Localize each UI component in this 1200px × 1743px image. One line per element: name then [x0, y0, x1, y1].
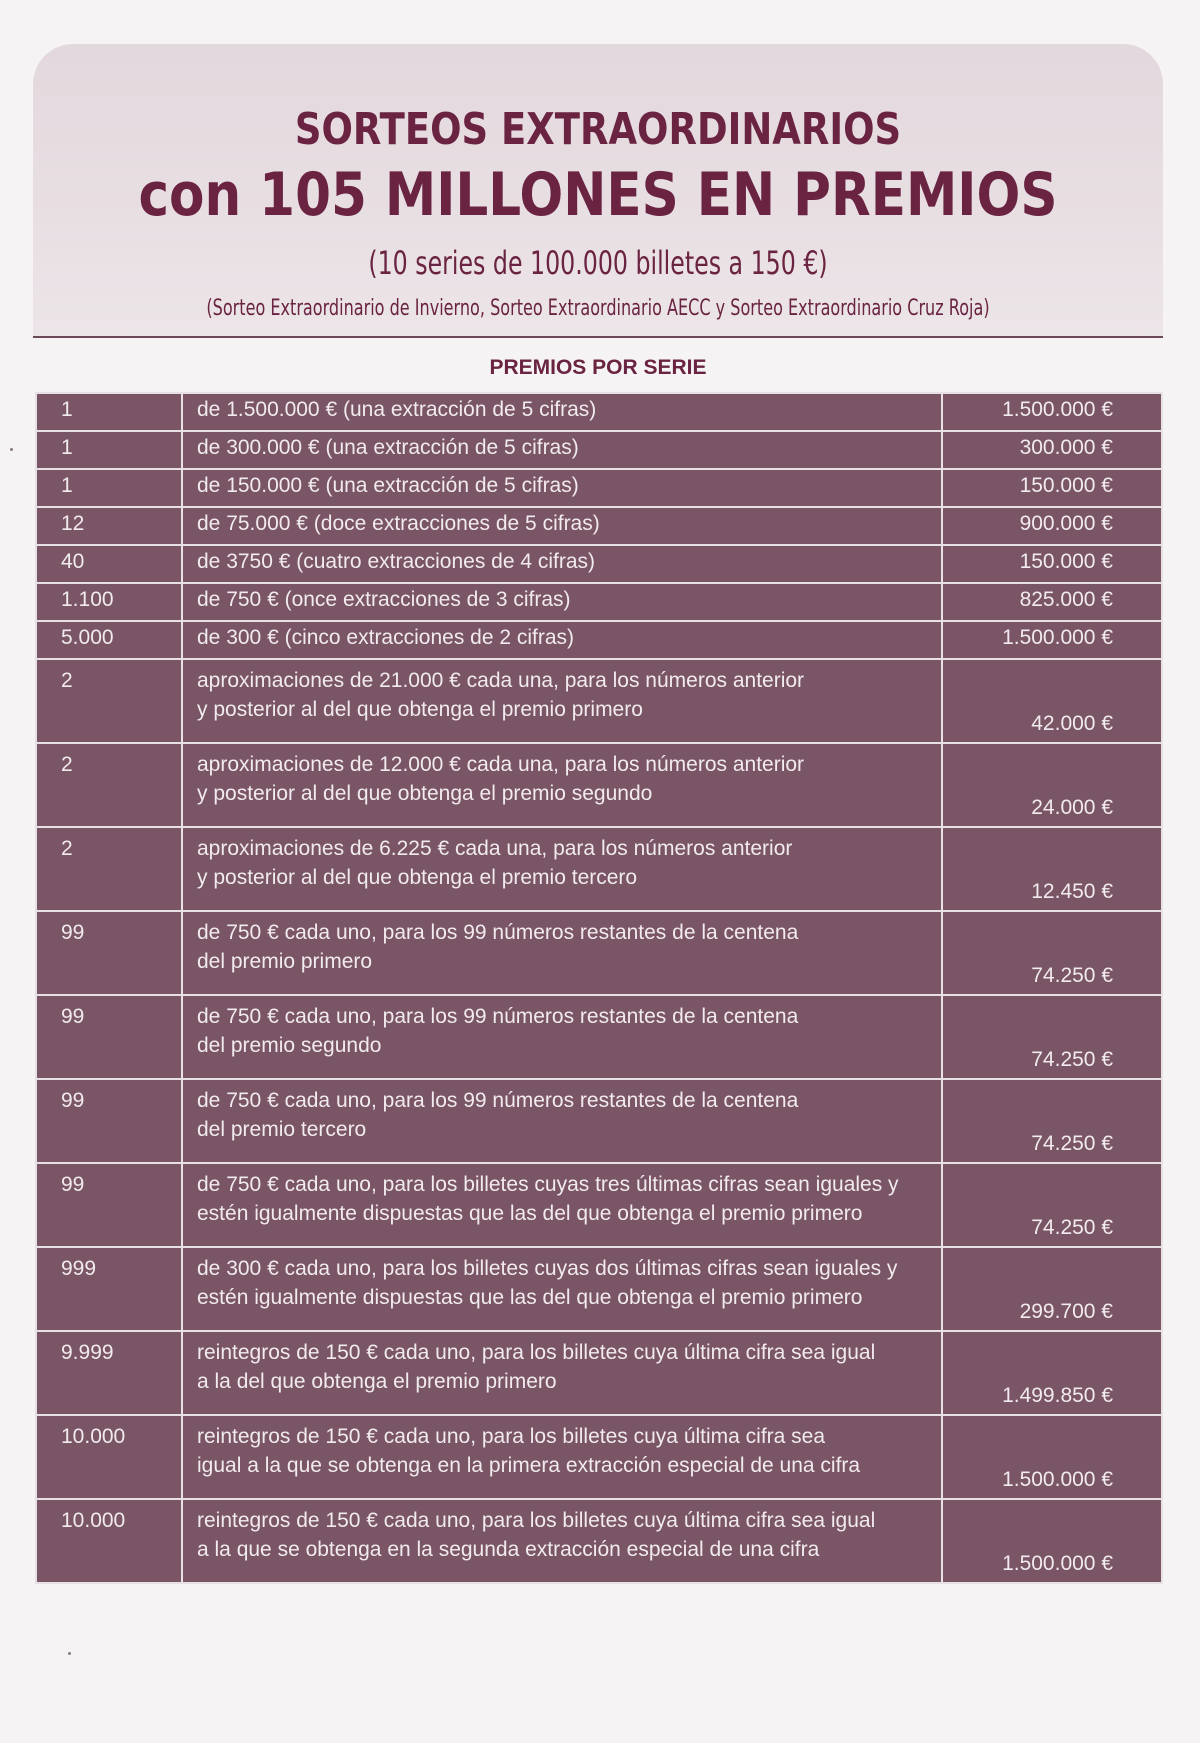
row-qty: 10.000 [36, 1415, 182, 1499]
row-amount: 42.000 € [942, 659, 1162, 743]
prize-table [35, 392, 1163, 1584]
row-desc-line-2: del premio segundo [197, 1034, 382, 1057]
row-desc [182, 1415, 942, 1499]
table-row [36, 1079, 1162, 1163]
row-desc: de 300.000 € (una extracción de 5 cifras) [182, 431, 942, 469]
row-desc-line-1: aproximaciones de 12.000 € cada una, para los números anterior [197, 753, 805, 776]
table-row [36, 1499, 1162, 1583]
table-row [36, 743, 1162, 827]
table-row [36, 621, 1162, 659]
row-qty: 99 [36, 1079, 182, 1163]
table-row [36, 911, 1162, 995]
row-desc [182, 1331, 942, 1415]
row-desc-line-2: igual a la que se obtenga en la primera extracción especial de una cifra [197, 1454, 861, 1477]
row-desc-line-1: aproximaciones de 21.000 € cada una, para los números anterior [197, 669, 805, 692]
scan-speck [68, 1652, 71, 1655]
row-desc-line-2: y posterior al del que obtenga el premio primero [197, 698, 643, 721]
row-amount: 299.700 € [942, 1247, 1162, 1331]
row-desc: de 750 € (once extracciones de 3 cifras) [182, 583, 942, 621]
row-desc-line-2: y posterior al del que obtenga el premio tercero [197, 866, 638, 889]
row-qty: 999 [36, 1247, 182, 1331]
table-row [36, 431, 1162, 469]
scan-speck [10, 448, 13, 451]
table-row [36, 659, 1162, 743]
table-row [36, 393, 1162, 431]
row-qty: 99 [36, 1163, 182, 1247]
row-desc-line-2: estén igualmente dispuestas que las del que obtenga el premio primero [197, 1202, 863, 1225]
row-desc-line-2: del premio primero [197, 950, 373, 973]
row-desc [182, 911, 942, 995]
table-row [36, 1163, 1162, 1247]
row-desc: de 1.500.000 € (una extracción de 5 cifras) [182, 393, 942, 431]
row-qty: 99 [36, 995, 182, 1079]
row-desc [182, 827, 942, 911]
row-desc-line-1: reintegros de 150 € cada uno, para los billetes cuya última cifra sea igual [197, 1341, 876, 1364]
table-row [36, 1415, 1162, 1499]
row-amount: 74.250 € [942, 1163, 1162, 1247]
title-line-2: con 105 MILLONES EN PREMIOS [138, 160, 1058, 230]
row-desc-line-1: de 750 € cada uno, para los 99 números restantes de la centena [197, 921, 799, 944]
row-amount: 12.450 € [942, 827, 1162, 911]
row-amount: 300.000 € [942, 431, 1162, 469]
section-label: PREMIOS POR SERIE [489, 356, 707, 379]
row-qty: 5.000 [36, 621, 182, 659]
row-desc-line-2: a la que se obtenga en la segunda extracción especial de una cifra [197, 1538, 820, 1561]
row-desc-line-1: de 300 € cada uno, para los billetes cuyas dos últimas cifras sean iguales y [197, 1257, 898, 1280]
row-desc-line-1: reintegros de 150 € cada uno, para los billetes cuya última cifra sea [197, 1425, 826, 1448]
row-desc-line-2: del premio tercero [197, 1118, 367, 1141]
row-desc [182, 659, 942, 743]
row-amount: 825.000 € [942, 583, 1162, 621]
table-row [36, 507, 1162, 545]
row-qty: 10.000 [36, 1499, 182, 1583]
row-amount: 150.000 € [942, 545, 1162, 583]
table-row [36, 1247, 1162, 1331]
row-desc [182, 1499, 942, 1583]
row-desc: de 150.000 € (una extracción de 5 cifras) [182, 469, 942, 507]
row-amount: 1.500.000 € [942, 393, 1162, 431]
row-desc: de 300 € (cinco extracciones de 2 cifras) [182, 621, 942, 659]
row-qty: 40 [36, 545, 182, 583]
row-desc-line-1: de 750 € cada uno, para los 99 números restantes de la centena [197, 1089, 799, 1112]
row-amount: 74.250 € [942, 995, 1162, 1079]
row-desc [182, 743, 942, 827]
row-amount: 150.000 € [942, 469, 1162, 507]
row-desc-line-1: aproximaciones de 6.225 € cada una, para los números anterior [197, 837, 793, 860]
row-amount: 1.499.850 € [942, 1331, 1162, 1415]
row-desc: de 75.000 € (doce extracciones de 5 cifras) [182, 507, 942, 545]
row-desc-line-1: de 750 € cada uno, para los billetes cuyas tres últimas cifras sean iguales y [197, 1173, 899, 1196]
row-desc [182, 1247, 942, 1331]
row-qty: 2 [36, 827, 182, 911]
row-desc [182, 1163, 942, 1247]
row-amount: 1.500.000 € [942, 1415, 1162, 1499]
row-desc-line-1: de 750 € cada uno, para los 99 números restantes de la centena [197, 1005, 799, 1028]
row-qty: 99 [36, 911, 182, 995]
table-row [36, 995, 1162, 1079]
row-desc-line-2: y posterior al del que obtenga el premio segundo [197, 782, 653, 805]
row-desc-line-2: a la del que obtenga el premio primero [197, 1370, 557, 1393]
header-box [33, 44, 1163, 338]
row-qty: 2 [36, 743, 182, 827]
row-qty: 1.100 [36, 583, 182, 621]
table-row [36, 545, 1162, 583]
title-line-1: SORTEOS EXTRAORDINARIOS [294, 104, 902, 155]
row-amount: 900.000 € [942, 507, 1162, 545]
row-amount: 74.250 € [942, 1079, 1162, 1163]
row-amount: 24.000 € [942, 743, 1162, 827]
table-row [36, 583, 1162, 621]
row-amount: 1.500.000 € [942, 1499, 1162, 1583]
row-qty: 1 [36, 431, 182, 469]
table-row [36, 1331, 1162, 1415]
row-qty: 2 [36, 659, 182, 743]
row-desc-line-1: reintegros de 150 € cada uno, para los billetes cuya última cifra sea igual [197, 1509, 876, 1532]
row-desc [182, 995, 942, 1079]
row-amount: 1.500.000 € [942, 621, 1162, 659]
row-qty: 1 [36, 393, 182, 431]
subtitle: (10 series de 100.000 billetes a 150 €) [368, 244, 828, 282]
row-amount: 74.250 € [942, 911, 1162, 995]
row-qty: 9.999 [36, 1331, 182, 1415]
table-row [36, 827, 1162, 911]
header-note: (Sorteo Extraordinario de Invierno, Sorteo Extraordinario AECC y Sorteo Extraordinario Cruz Roja) [206, 296, 990, 321]
row-desc: de 3750 € (cuatro extracciones de 4 cifras) [182, 545, 942, 583]
table-row [36, 469, 1162, 507]
row-qty: 1 [36, 469, 182, 507]
row-qty: 12 [36, 507, 182, 545]
row-desc-line-2: estén igualmente dispuestas que las del que obtenga el premio primero [197, 1286, 863, 1309]
row-desc [182, 1079, 942, 1163]
